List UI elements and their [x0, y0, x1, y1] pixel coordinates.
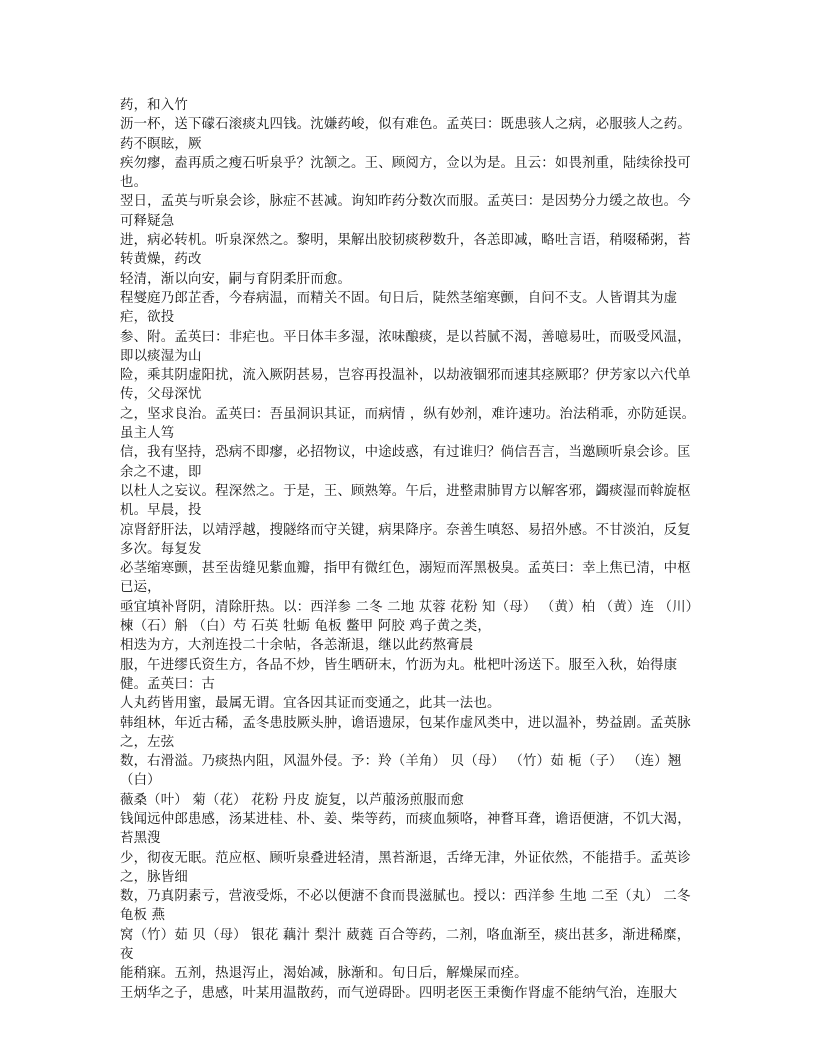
text-line: 险，乘其阴虚阳扰，流入厥阴甚易，岂容再投温补，以劫液锢邪而速其痉厥耶？伊芳家以六代单传，父母深忧 [120, 368, 691, 403]
text-line: 药，和入竹 [120, 98, 188, 113]
text-line: 凉肾舒肝法，以靖浮越，搜隧络而守关键，病果降序。奈善生嗔怒、易招外感。不甘淡泊，反复多次。每复发 [120, 522, 691, 557]
text-line: 薇桑（叶） 菊（花） 花粉 丹皮 旋复，以芦菔汤煎服而愈 [120, 792, 464, 808]
text-line: 亟宜填补肾阴，清除肝热。以：西洋参 二冬 二地 苁蓉 花粉 知（母） （黄）柏 （黄）连 （川）楝（石）斛 （白）芍 石英 牡蛎 龟板 鳖甲 阿胶 鸡子黄之类， [120, 599, 700, 635]
text-line: 之，坚求良治。孟英曰：吾虽洞识其证，而病情 ，纵有妙剂，难许速功。治法稍乖，亦防延误。虽主人笃 [120, 406, 696, 442]
text-line: 参、附。孟英曰：非疟也。平日体丰多湿，浓味酿痰，是以苔腻不渴，善噫易吐，而吸受风温，即以痰湿为山 [120, 329, 691, 364]
text-line: 王炳华之子，患感，叶某用温散药，而气逆碍卧。四明老医王秉衡作肾虚不能纳气治，连服大 [120, 985, 678, 1001]
text-line: 相迭为方，大剂连投二十余帖，各恙渐退，继以此药熬膏晨 [120, 638, 474, 654]
text-line: 窝（竹）茹 贝（母） 银花 藕汁 梨汁 葳蕤 百合等药，二剂，咯血渐至，痰出甚多，渐进稀糜，夜 [120, 927, 691, 963]
text-line: 服，午进缪氏资生方，各品不炒，皆生晒研末，竹沥为丸。枇杷叶汤送下。服至入秋，始得康健。孟英曰：古 [120, 657, 678, 692]
text-line: 数，乃真阴素亏，营液受烁，不必以便溏不食而畏滋腻也。授以：西洋参 生地 二至（丸） 二冬 龟板 燕 [120, 889, 691, 924]
text-line: 人丸药皆用蜜，最属无谓。宜各因其证而变通之，此其一法也。 [120, 696, 501, 712]
text-line: 以杜人之妄议。程深然之。于是，王、顾熟筹。午后，进整肃肺胃方以解客邪，蠲痰湿而斡旋枢机。早晨，投 [120, 483, 691, 519]
document-page [120, 96, 700, 1003]
text-line: 程燮庭乃郎芷香，今春病温，而精关不固。旬日后，陡然茎缩寒颤，自问不支。人皆谓其为虚疟，欲投 [120, 290, 678, 326]
text-line: 翌日，孟英与听泉会诊，脉症不甚减。询知昨药分数次而服。孟英曰：是因势分力缓之故也。今可释疑急 [120, 194, 691, 229]
text-line: 必茎缩寒颤，甚至齿缝见紫血瓣，指甲有微红色，溺短而浑黑极臭。孟英曰：幸上焦已清，中枢已运， [120, 561, 691, 596]
text-line: 沥一杯，送下礞石滚痰丸四钱。沈嫌药峻，似有难色。孟英曰：既患骇人之病，必服骇人之药。药不瞑眩，厥 [120, 117, 691, 152]
text-line: 进，病必转机。听泉深然之。黎明，果解出胶韧痰秽数升，各恙即减，略吐言语，稍啜稀粥，苔转黄燥，药改 [120, 233, 691, 268]
text-line: 韩组林，年近古稀，孟冬患肢厥头肿，谵语遗尿，包某作虚风类中，进以温补，势益剧。孟英脉之，左弦 [120, 715, 691, 750]
text-line: 信，我有坚持，恐病不即瘳，必招物议，中途歧惑，有过谁归？倘信吾言，当邀顾听泉会诊。匡余之不逮，即 [120, 445, 691, 480]
text-line: 轻清，渐以向安，嗣与育阴柔肝而愈。 [120, 271, 352, 287]
text-line: 疾勿瘳，盍再质之瘦石听泉乎？沈颔之。王、顾阅方，佥以为是。且云：如畏剂重，陆续徐投可也。 [120, 155, 691, 191]
text-line: 少，彻夜无眠。范应枢、顾听泉叠进轻清，黑苔渐退，舌绛无津，外证依然，不能措手。孟英诊之，脉皆细 [120, 850, 691, 885]
text-line: 数，右滑溢。乃痰热内阻，风温外侵。予：羚（羊角） 贝（母） （竹）茹 栀（子） （连）翘 （白） [120, 754, 682, 789]
text-line: 钱闻远仲郎患感，汤某进桂、朴、姜、柴等药，而痰血频咯，神瞀耳聋，谵语便溏，不饥大渴，苔黑溲 [120, 811, 691, 847]
text-line: 能稍寐。五剂，热退泻止，渴始减，脉渐和。旬日后，解燥屎而痊。 [120, 966, 528, 982]
